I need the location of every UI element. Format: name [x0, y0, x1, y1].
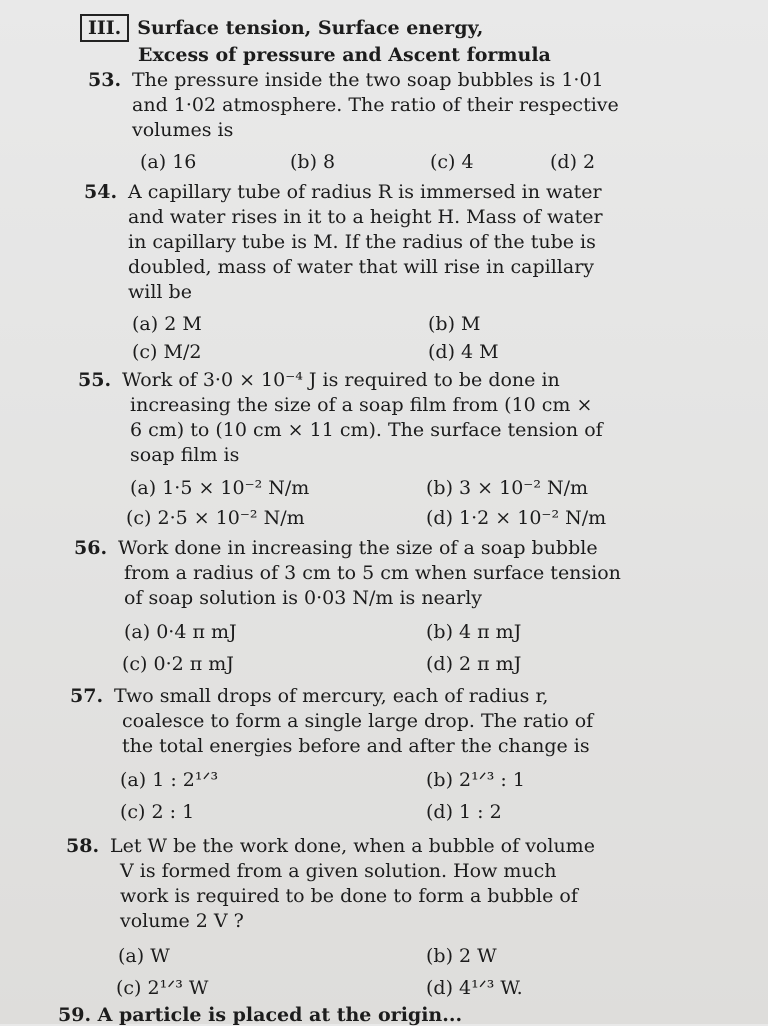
section-number: III. [80, 14, 129, 42]
next-question-fragment: 59. A particle is placed at the origin... [58, 1004, 463, 1026]
option-c[interactable]: (c) M/2 [132, 341, 202, 363]
options-53 [140, 150, 595, 175]
question-line: and water rises in it to a height H. Mass of water [128, 206, 603, 228]
option-b[interactable]: (b) 4 π mJ [426, 621, 522, 643]
section-title-line2: Excess of pressure and Ascent formula [138, 44, 551, 66]
option-d[interactable]: (d) 1·2 × 10⁻² N/m [426, 507, 607, 529]
options-58-row2 [116, 976, 523, 1001]
question-57 [70, 684, 690, 759]
question-number: 54. [84, 181, 118, 203]
question-line: from a radius of 3 cm to 5 cm when surface tension [124, 562, 621, 584]
section-heading [80, 14, 720, 68]
question-number: 53. [88, 69, 122, 91]
question-53 [88, 68, 708, 143]
option-d[interactable]: (d) 4 M [428, 341, 499, 363]
option-b[interactable]: (b) 2 W [426, 945, 497, 967]
question-line: V is formed from a given solution. How much [120, 860, 557, 882]
question-line: The pressure inside the two soap bubbles is 1·01 [132, 69, 604, 91]
question-line: will be [128, 281, 192, 303]
option-c[interactable]: (c) 2 : 1 [120, 801, 195, 823]
option-d[interactable]: (d) 4¹ᐟ³ W. [426, 977, 523, 999]
question-line: Let W be the work done, when a bubble of volume [110, 835, 595, 857]
option-a[interactable]: (a) 16 [140, 151, 197, 173]
options-55-row1 [130, 476, 588, 501]
question-line: work is required to be done to form a bubble of [120, 885, 578, 907]
question-line: 6 cm) to (10 cm × 11 cm). The surface tension of [130, 419, 603, 441]
options-57-row1 [120, 768, 525, 793]
option-c[interactable]: (c) 2¹ᐟ³ W [116, 977, 209, 999]
question-58 [66, 834, 686, 934]
option-d[interactable]: (d) 2 π mJ [426, 653, 522, 675]
options-55-row2 [126, 506, 606, 531]
option-b[interactable]: (b) M [428, 313, 481, 335]
question-number: 57. [70, 685, 104, 707]
option-c[interactable]: (c) 2·5 × 10⁻² N/m [126, 507, 305, 529]
option-a[interactable]: (a) 0·4 π mJ [124, 621, 237, 643]
question-line: in capillary tube is M. If the radius of the tube is [128, 231, 596, 253]
question-number: 56. [74, 537, 108, 559]
question-54 [84, 180, 704, 305]
question-56 [74, 536, 694, 611]
question-line: and 1·02 atmosphere. The ratio of their respective [132, 94, 619, 116]
option-a[interactable]: (a) 1 : 2¹ᐟ³ [120, 769, 219, 791]
options-56-row2 [122, 652, 521, 677]
question-line: doubled, mass of water that will rise in capillary [128, 256, 595, 278]
question-line: Two small drops of mercury, each of radius r, [114, 685, 549, 707]
question-line: volume 2 V ? [120, 910, 244, 932]
option-c[interactable]: (c) 0·2 π mJ [122, 653, 234, 675]
option-d[interactable]: (d) 2 [550, 151, 596, 173]
options-57-row2 [120, 800, 502, 825]
option-b[interactable]: (b) 2¹ᐟ³ : 1 [426, 769, 525, 791]
question-line: the total energies before and after the change is [122, 735, 590, 757]
question-line: of soap solution is 0·03 N/m is nearly [124, 587, 483, 609]
question-line: increasing the size of a soap film from (10 cm × [130, 394, 593, 416]
question-line: soap film is [130, 444, 240, 466]
option-a[interactable]: (a) W [118, 945, 170, 967]
question-number: 58. [66, 835, 100, 857]
option-b[interactable]: (b) 3 × 10⁻² N/m [426, 477, 589, 499]
option-c[interactable]: (c) 4 [430, 151, 474, 173]
question-line: Work of 3·0 × 10⁻⁴ J is required to be done in [122, 369, 560, 391]
option-d[interactable]: (d) 1 : 2 [426, 801, 502, 823]
question-line: A capillary tube of radius R is immersed in water [128, 181, 602, 203]
option-a[interactable]: (a) 2 M [132, 313, 202, 335]
options-54-row1 [132, 312, 480, 337]
option-b[interactable]: (b) 8 [290, 151, 336, 173]
question-line: volumes is [132, 119, 234, 141]
option-a[interactable]: (a) 1·5 × 10⁻² N/m [130, 477, 310, 499]
question-line: coalesce to form a single large drop. The ratio of [122, 710, 594, 732]
question-55 [78, 368, 698, 468]
options-58-row1 [118, 944, 497, 969]
question-line: Work done in increasing the size of a soap bubble [118, 537, 598, 559]
options-54-row2 [132, 340, 499, 365]
section-title-line1: Surface tension, Surface energy, [137, 17, 484, 39]
question-number: 55. [78, 369, 112, 391]
options-56-row1 [124, 620, 521, 645]
